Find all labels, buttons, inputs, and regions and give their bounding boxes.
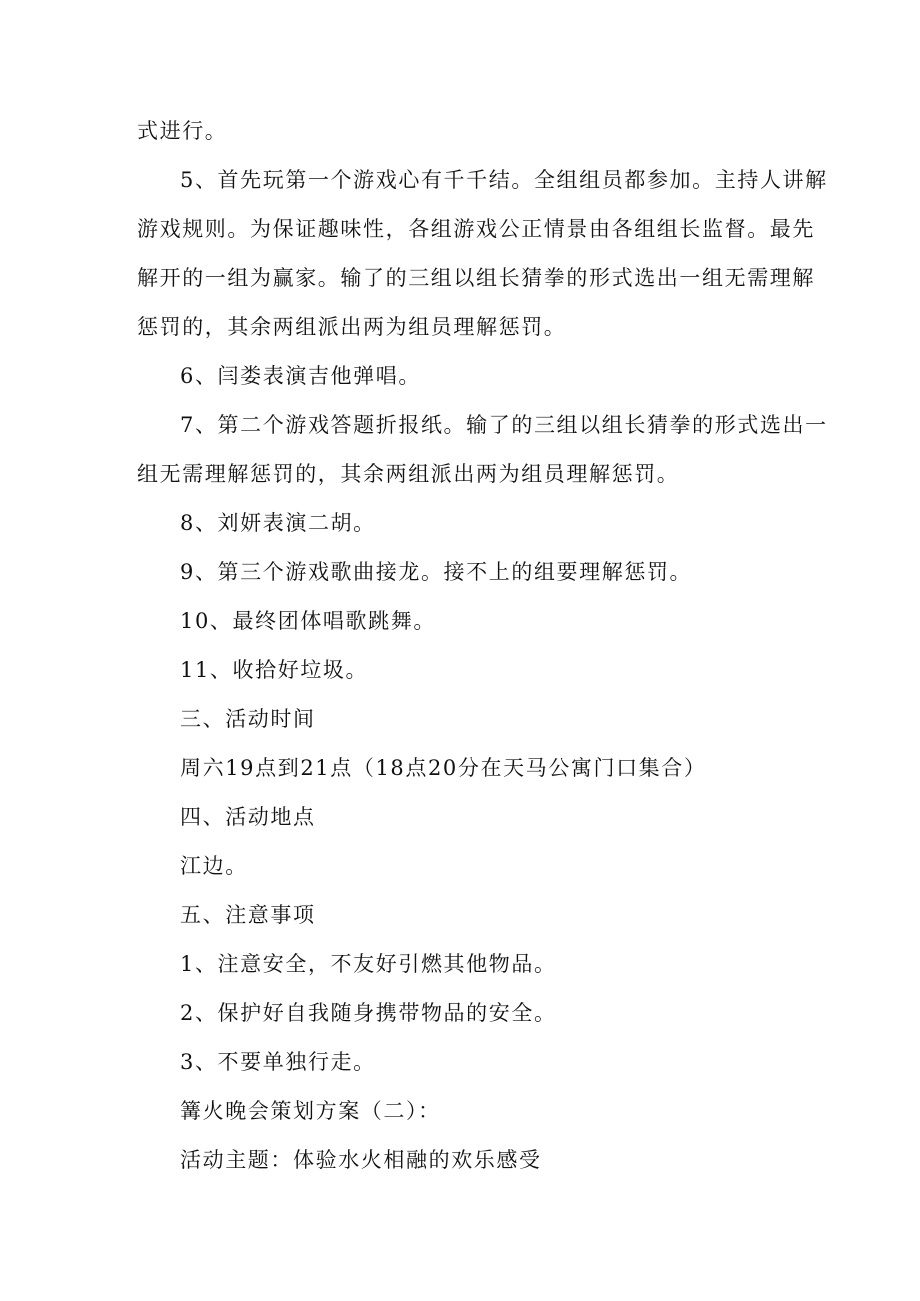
text-line: 游戏规则。为保证趣味性，各组游戏公正情景由各组组长监督。最先 xyxy=(137,217,815,241)
text-line: 7、第二个游戏答题折报纸。输了的三组以组长猜拳的形式选出一 xyxy=(180,413,828,437)
text-line: 组无需理解惩罚的，其余两组派出两为组员理解惩罚。 xyxy=(137,462,680,486)
text-line: 3、不要单独行走。 xyxy=(180,1050,376,1074)
section-heading: 四、活动地点 xyxy=(180,805,316,829)
section-heading: 三、活动时间 xyxy=(180,707,316,731)
text-line: 6、闫娄表演吉他弹唱。 xyxy=(180,364,421,388)
text-line: 1、注意安全，不友好引燃其他物品。 xyxy=(180,952,557,976)
section-heading: 五、注意事项 xyxy=(180,903,316,927)
text-line: 9、第三个游戏歌曲接龙。接不上的组要理解惩罚。 xyxy=(180,560,693,584)
text-line: 11、收拾好垃圾。 xyxy=(180,658,369,682)
text-line: 活动主题：体验水火相融的欢乐感受 xyxy=(180,1148,542,1172)
text-line: 2、保护好自我随身携带物品的安全。 xyxy=(180,1001,557,1025)
text-line: 惩罚的，其余两组派出两为组员理解惩罚。 xyxy=(137,315,567,339)
text-line: 8、刘妍表演二胡。 xyxy=(180,511,376,535)
text-line: 江边。 xyxy=(180,854,248,878)
document-subtitle: 篝火晚会策划方案（二）： xyxy=(180,1099,441,1123)
text-line: 式进行。 xyxy=(137,119,228,143)
text-line: 5、首先玩第一个游戏心有千千结。全组组员都参加。主持人讲解 xyxy=(180,168,828,192)
text-line: 周六19点到21点（18点20分在天马公寓门口集合） xyxy=(180,756,707,780)
text-line: 解开的一组为赢家。输了的三组以组长猜拳的形式选出一组无需理解 xyxy=(137,266,815,290)
text-line: 10、最终团体唱歌跳舞。 xyxy=(180,609,436,633)
